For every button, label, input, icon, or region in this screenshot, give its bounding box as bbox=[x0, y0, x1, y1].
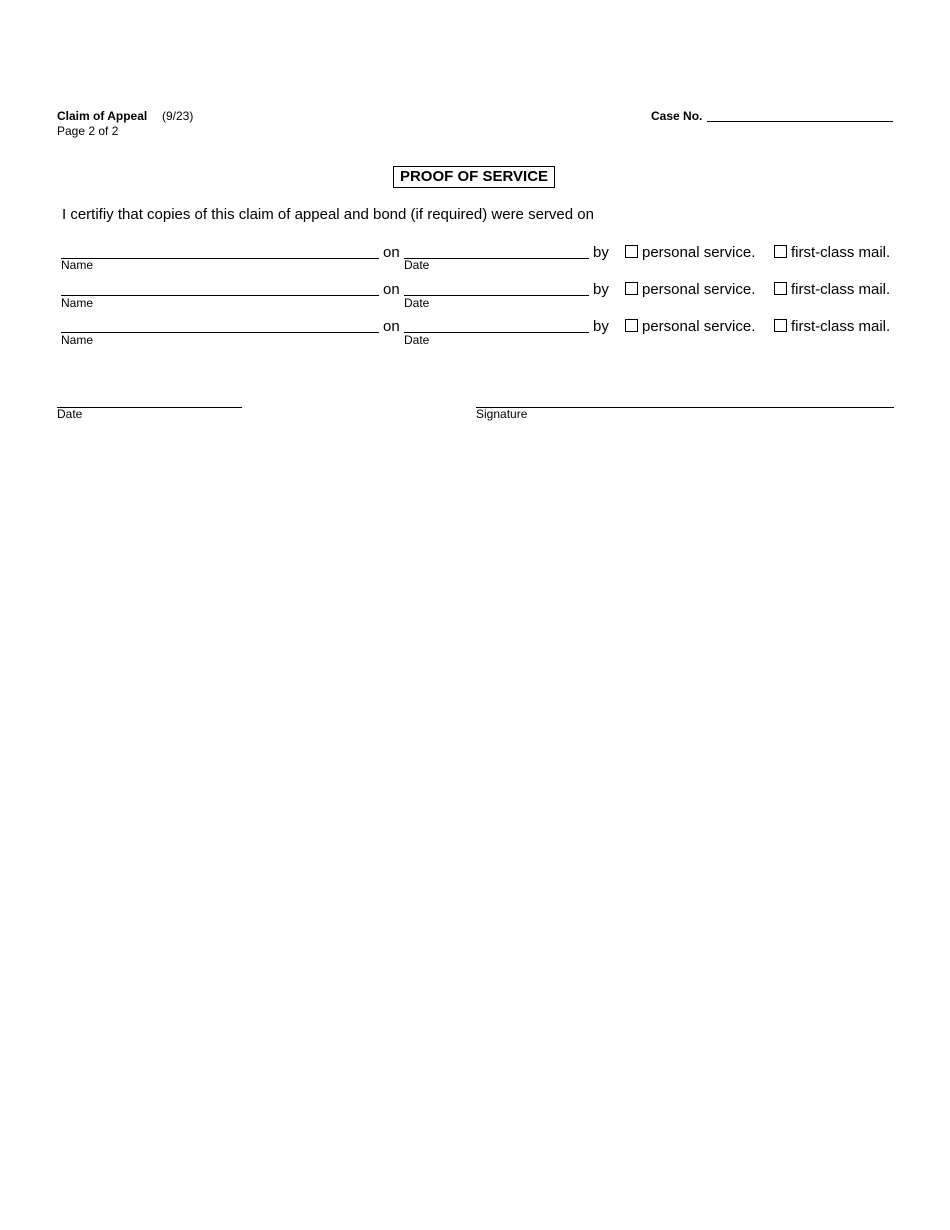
first-class-mail-checkbox[interactable] bbox=[774, 282, 787, 295]
case-no-label: Case No. bbox=[651, 109, 703, 123]
signature-caption: Signature bbox=[476, 407, 528, 421]
date-field[interactable] bbox=[404, 258, 589, 259]
on-label: on bbox=[383, 244, 400, 261]
name-caption: Name bbox=[61, 296, 94, 310]
personal-service-label: personal service. bbox=[642, 244, 756, 261]
on-label: on bbox=[383, 318, 400, 335]
name-field[interactable] bbox=[61, 332, 379, 333]
form-title: Claim of Appeal bbox=[57, 109, 148, 123]
by-label: by bbox=[593, 281, 609, 298]
on-label: on bbox=[383, 281, 400, 298]
signature-field[interactable] bbox=[476, 407, 894, 408]
personal-service-checkbox[interactable] bbox=[625, 245, 638, 258]
name-field[interactable] bbox=[61, 295, 379, 296]
date-caption: Date bbox=[404, 258, 430, 272]
by-label: by bbox=[593, 318, 609, 335]
personal-service-label: personal service. bbox=[642, 318, 756, 335]
date-field[interactable] bbox=[404, 295, 589, 296]
page-number: Page 2 of 2 bbox=[57, 124, 119, 138]
first-class-mail-label: first-class mail. bbox=[791, 318, 891, 335]
date-caption: Date bbox=[404, 296, 430, 310]
first-class-mail-label: first-class mail. bbox=[791, 244, 891, 261]
proof-of-service-title: PROOF OF SERVICE bbox=[393, 166, 555, 188]
first-class-mail-checkbox[interactable] bbox=[774, 319, 787, 332]
case-no-field[interactable] bbox=[707, 121, 893, 122]
by-label: by bbox=[593, 244, 609, 261]
personal-service-label: personal service. bbox=[642, 281, 756, 298]
name-caption: Name bbox=[61, 258, 94, 272]
personal-service-checkbox[interactable] bbox=[625, 319, 638, 332]
personal-service-checkbox[interactable] bbox=[625, 282, 638, 295]
certify-statement: I certifiy that copies of this claim of appeal and bond (if required) were served on bbox=[62, 206, 594, 223]
first-class-mail-checkbox[interactable] bbox=[774, 245, 787, 258]
form-revision: (9/23) bbox=[162, 109, 194, 123]
first-class-mail-label: first-class mail. bbox=[791, 281, 891, 298]
name-field[interactable] bbox=[61, 258, 379, 259]
footer-date-field[interactable] bbox=[57, 407, 242, 408]
date-caption: Date bbox=[404, 333, 430, 347]
name-caption: Name bbox=[61, 333, 94, 347]
date-field[interactable] bbox=[404, 332, 589, 333]
footer-date-caption: Date bbox=[57, 407, 83, 421]
